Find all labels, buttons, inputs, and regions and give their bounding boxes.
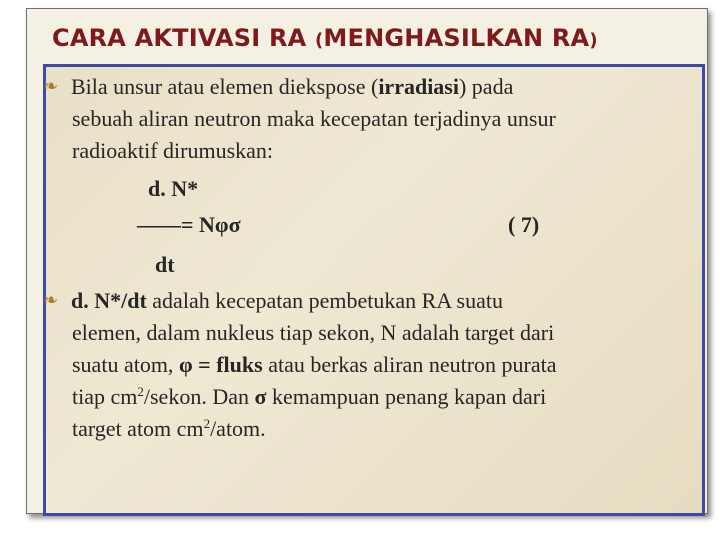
bullet1-line1 <box>43 72 513 101</box>
equation-number: ( 7) <box>508 212 540 237</box>
bullet2-line5-b: /atom. <box>210 416 266 441</box>
phi-symbol: φ <box>178 352 193 377</box>
title-part2: MENGHASILKAN RA <box>323 24 590 52</box>
bullet1-line3: radioaktif dirumuskan: <box>72 138 274 163</box>
bullet1-text-tail: ) pada <box>458 74 514 99</box>
equation-numerator: d. N* <box>148 176 199 201</box>
bullet2-line3-b: atau berkas aliran neutron purata <box>262 352 557 377</box>
equation-fraction-rhs: ——= Nφσ <box>137 212 241 237</box>
fluks-term: = fluks <box>192 352 263 377</box>
bullet1-bold-term: irradiasi <box>378 74 459 99</box>
bullet-icon: ❧ <box>43 290 59 311</box>
sigma-symbol: σ <box>254 384 267 409</box>
bullet2-line1-tail: adalah kecepatan pembetukan RA suatu <box>146 288 503 313</box>
bullet2-line3-a: suatu atom, <box>72 352 179 377</box>
equation-denominator: dt <box>155 252 175 277</box>
superscript: 2 <box>137 384 144 399</box>
superscript: 2 <box>203 416 211 431</box>
bullet1-text-lead: Bila unsur atau elemen diekspose ( <box>71 74 379 99</box>
bullet2-line1 <box>43 286 503 315</box>
bullet-icon: ❧ <box>43 76 59 97</box>
bullet1-line2: sebuah aliran neutron maka kecepatan terjadinya unsur <box>72 106 556 131</box>
bullet2-line5-a: target atom cm <box>72 416 204 441</box>
bullet2-bold-lead: d. N*/dt <box>71 288 147 313</box>
title-part1: CARA AKTIVASI RA <box>52 24 315 52</box>
bullet2-line4-c: kemampuan penang kapan dari <box>266 384 547 409</box>
bullet2-line5 <box>72 414 266 443</box>
bullet2-line4-b: /sekon. Dan <box>143 384 255 409</box>
title-open-paren: ( <box>314 30 324 51</box>
bullet2-line3 <box>72 350 557 379</box>
bullet2-line2: elemen, dalam nukleus tiap sekon, N adalah target dari <box>72 320 555 345</box>
bullet2-line4-a: tiap cm <box>72 384 138 409</box>
slide-title <box>52 24 692 52</box>
title-close-paren: ) <box>589 30 598 51</box>
bullet2-line4 <box>72 382 546 411</box>
